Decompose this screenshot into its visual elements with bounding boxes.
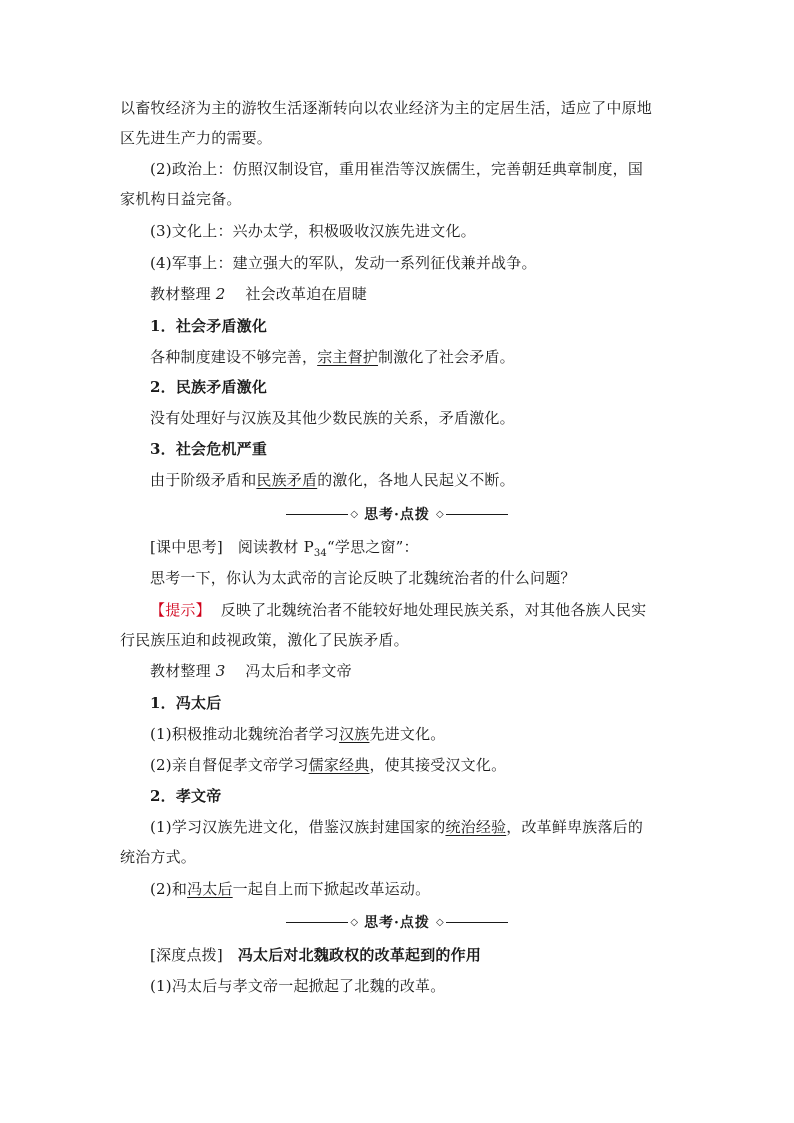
body-line: 统治方式。 bbox=[120, 848, 197, 866]
divider-rule bbox=[446, 922, 508, 923]
think-question-line bbox=[150, 537, 419, 564]
section-title: 冯太后和孝文帝 bbox=[245, 662, 352, 680]
diamond-icon: ◇ bbox=[435, 916, 444, 928]
body-line: 没有处理好与汉族及其他少数民族的关系，矛盾激化。 bbox=[150, 409, 515, 427]
text: (1)积极推动北魏统治者学习 bbox=[150, 725, 340, 743]
diamond-icon: ◇ bbox=[435, 508, 444, 520]
body-line: 思考一下，你认为太武帝的言论反映了北魏统治者的什么问题？ bbox=[150, 569, 576, 587]
divider-rule bbox=[286, 514, 348, 515]
section-title: 社会改革迫在眉睫 bbox=[245, 285, 368, 303]
hint-line bbox=[150, 600, 646, 620]
body-line: 区先进生产力的需要。 bbox=[120, 129, 273, 147]
deep-heading bbox=[150, 945, 481, 965]
subheading: 1．冯太后 bbox=[150, 694, 222, 712]
subheading: 2．民族矛盾激化 bbox=[150, 378, 268, 396]
text: 一起自上而下掀起改革运动。 bbox=[232, 880, 431, 898]
divider-rule bbox=[446, 514, 508, 515]
text: 制激化了社会矛盾。 bbox=[378, 348, 515, 366]
think-tag: [课中思考] bbox=[150, 538, 223, 556]
body-line bbox=[150, 817, 643, 837]
body-line bbox=[150, 470, 515, 490]
divider-rule bbox=[286, 922, 348, 923]
text: 由于阶级矛盾和 bbox=[150, 471, 257, 489]
body-line bbox=[150, 347, 515, 367]
section-heading-2 bbox=[150, 284, 367, 304]
underlined-term: 宗主督护 bbox=[317, 348, 379, 366]
underlined-term: 儒家经典 bbox=[308, 756, 370, 774]
divider-title: 思考·点拨 bbox=[364, 915, 430, 931]
section-label: 教材整理 bbox=[150, 285, 211, 303]
body-line bbox=[150, 724, 445, 744]
body-line: (1)冯太后与孝文帝一起掀起了北魏的改革。 bbox=[150, 977, 446, 995]
text: 反映了北魏统治者不能较好地处理民族关系，对其他各族人民实 bbox=[220, 601, 647, 619]
underlined-term: 民族矛盾 bbox=[256, 471, 318, 489]
section-number: 2 bbox=[215, 285, 226, 303]
text: (2)亲自督促孝文帝学习 bbox=[150, 756, 309, 774]
text: ，使其接受汉文化。 bbox=[369, 756, 507, 774]
body-line: (2)政治上：仿照汉制设官，重用崔浩等汉族儒生，完善朝廷典章制度，国 bbox=[150, 160, 644, 178]
diamond-icon: ◇ bbox=[350, 508, 359, 520]
text: ，改革鲜卑族落后的 bbox=[506, 818, 644, 836]
text: 各种制度建设不够完善， bbox=[150, 348, 318, 366]
body-line: 家机构日益完备。 bbox=[120, 190, 242, 208]
underlined-term: 冯太后 bbox=[187, 880, 233, 898]
body-line: (4)军事上：建立强大的军队，发动一系列征伐兼并战争。 bbox=[150, 254, 537, 272]
subheading: 3．社会危机严重 bbox=[150, 440, 268, 458]
body-line bbox=[150, 879, 430, 899]
body-line: 行民族压迫和歧视政策，激化了民族矛盾。 bbox=[120, 631, 409, 649]
section-number: 3 bbox=[215, 662, 226, 680]
text: “学思之窗”： bbox=[327, 538, 419, 556]
text: 先进文化。 bbox=[369, 725, 446, 743]
deep-title: 冯太后对北魏政权的改革起到的作用 bbox=[237, 946, 482, 964]
underlined-term: 汉族 bbox=[339, 725, 370, 743]
text: 的激化，各地人民起义不断。 bbox=[317, 471, 515, 489]
body-line bbox=[150, 755, 506, 775]
text: 阅读教材 P bbox=[237, 538, 314, 556]
text: (1)学习汉族先进文化，借鉴汉族封建国家的 bbox=[150, 818, 446, 836]
text: (2)和 bbox=[150, 880, 188, 898]
section-label: 教材整理 bbox=[150, 662, 211, 680]
subheading: 2．孝文帝 bbox=[150, 787, 222, 805]
body-line: (3)文化上：兴办太学，积极吸收汉族先进文化。 bbox=[150, 222, 476, 240]
diamond-icon: ◇ bbox=[350, 916, 359, 928]
subheading: 1．社会矛盾激化 bbox=[150, 317, 268, 335]
deep-tag: [深度点拨] bbox=[150, 946, 223, 964]
body-line: 以畜牧经济为主的游牧生活逐渐转向以农业经济为主的定居生活，适应了中原地 bbox=[120, 99, 653, 117]
hint-tag: 【提示】 bbox=[150, 601, 211, 619]
think-divider bbox=[120, 912, 674, 932]
page-subscript: 34 bbox=[313, 548, 327, 559]
think-divider bbox=[120, 504, 674, 524]
underlined-term: 统治经验 bbox=[445, 818, 507, 836]
section-heading-3 bbox=[150, 661, 352, 681]
divider-title: 思考·点拨 bbox=[364, 507, 430, 523]
